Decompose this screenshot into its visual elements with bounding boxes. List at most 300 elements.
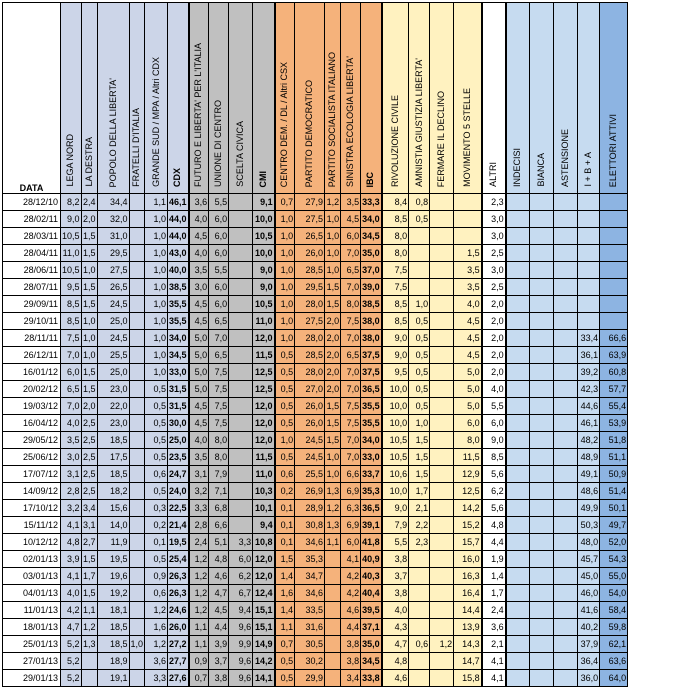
table-cell: 36,0 (578, 670, 600, 687)
table-cell: 35,3 (295, 551, 325, 568)
table-cell: 24,5 (295, 432, 325, 449)
table-cell: 7,5 (382, 279, 409, 296)
table-cell: 18,5 (97, 619, 129, 636)
table-cell: 36,5 (361, 500, 382, 517)
table-cell: 3,7 (382, 568, 409, 585)
table-cell: 0,5 (275, 347, 295, 364)
table-cell: 37,1 (361, 619, 382, 636)
table-cell (430, 211, 454, 228)
table-cell: 0,5 (145, 415, 168, 432)
table-cell: 4,0 (382, 602, 409, 619)
table-cell (430, 381, 454, 398)
table-cell: 25,0 (97, 364, 129, 381)
table-cell: 34,5 (168, 347, 189, 364)
table-cell (229, 262, 253, 279)
date-cell: 27/01/13 (3, 653, 61, 670)
table-cell: 14,7 (454, 653, 482, 670)
table-cell: 1,3 (81, 636, 97, 653)
table-cell: 6,5 (341, 347, 361, 364)
table-cell: 10,5 (61, 228, 82, 245)
table-cell: 54,3 (600, 551, 628, 568)
table-cell: 5,5 (209, 262, 229, 279)
table-row (3, 313, 628, 330)
table-cell: 11,0 (61, 245, 82, 262)
table-cell (229, 398, 253, 415)
table-cell: 19,1 (97, 670, 129, 687)
table-cell: 5,6 (482, 466, 506, 483)
table-cell (229, 483, 253, 500)
table-cell: 3,0 (61, 449, 82, 466)
table-cell (600, 262, 628, 279)
table-cell: 3,4 (81, 500, 97, 517)
table-cell: 1,2 (189, 568, 209, 585)
table-row (3, 636, 628, 653)
table-cell (229, 466, 253, 483)
table-cell: 29,5 (295, 279, 325, 296)
table-cell: 0,1 (275, 534, 295, 551)
table-cell: 38,0 (361, 330, 382, 347)
table-cell: 0,5 (275, 670, 295, 687)
table-cell: 0,5 (409, 398, 430, 415)
table-cell: 7,0 (341, 381, 361, 398)
table-cell: 3,6 (482, 619, 506, 636)
table-cell: 38,0 (361, 313, 382, 330)
table-cell: 37,5 (361, 347, 382, 364)
table-cell (129, 398, 145, 415)
table-cell: 48,0 (578, 534, 600, 551)
table-cell: 7,5 (341, 415, 361, 432)
table-cell (506, 551, 530, 568)
table-cell: 26,5 (295, 228, 325, 245)
table-cell: 53,9 (600, 415, 628, 432)
table-cell: 1,5 (81, 279, 97, 296)
table-cell: 0,5 (275, 381, 295, 398)
table-cell: 2,3 (482, 194, 506, 211)
table-row (3, 228, 628, 245)
table-cell: 57,7 (600, 381, 628, 398)
table-cell (430, 653, 454, 670)
table-cell (554, 262, 578, 279)
table-cell: 3,4 (341, 670, 361, 687)
table-cell: 5,6 (482, 500, 506, 517)
table-row (3, 381, 628, 398)
table-cell: 1,0 (81, 330, 97, 347)
table-cell: 7,5 (209, 415, 229, 432)
table-cell: 1,0 (145, 228, 168, 245)
table-cell: 1,0 (325, 449, 341, 466)
table-cell: 49,1 (578, 466, 600, 483)
table-cell (530, 330, 554, 347)
table-cell: 9,6 (229, 619, 253, 636)
table-cell: 1,7 (482, 585, 506, 602)
table-cell: 0,5 (145, 432, 168, 449)
table-cell (530, 211, 554, 228)
table-cell: 22,5 (168, 500, 189, 517)
table-cell: 9,0 (253, 262, 275, 279)
table-cell (430, 466, 454, 483)
table-cell (229, 364, 253, 381)
table-cell: 24,5 (97, 330, 129, 347)
table-cell: 30,2 (295, 653, 325, 670)
col-header-label: ELETTORI ATTIVI (608, 113, 619, 187)
table-cell: 1,5 (454, 245, 482, 262)
table-cell: 8,4 (382, 194, 409, 211)
table-cell (129, 262, 145, 279)
table-cell: 50,1 (600, 500, 628, 517)
table-cell: 14,1 (253, 670, 275, 687)
table-cell: 1,0 (81, 313, 97, 330)
table-cell: 18,2 (97, 483, 129, 500)
table-cell: 5,0 (189, 364, 209, 381)
table-cell: 1,9 (482, 551, 506, 568)
col-header-lega-nord (61, 3, 82, 194)
table-cell (554, 551, 578, 568)
table-cell (554, 364, 578, 381)
table-cell: 5,5 (382, 534, 409, 551)
table-cell: 12,0 (253, 398, 275, 415)
table-cell (325, 619, 341, 636)
table-cell: 10,1 (253, 500, 275, 517)
table-cell (129, 296, 145, 313)
table-cell: 7,0 (341, 279, 361, 296)
table-cell: 8,5 (382, 211, 409, 228)
table-cell: 21,4 (168, 517, 189, 534)
table-cell (506, 585, 530, 602)
table-cell: 7,0 (61, 347, 82, 364)
col-header-unione-di-centro (209, 3, 229, 194)
table-cell: 6,5 (341, 262, 361, 279)
col-header-scelta-civica (229, 3, 253, 194)
table-cell (554, 279, 578, 296)
col-header-label: FUTURO E LIBERTA' PER L'ITALIA (193, 43, 204, 187)
table-cell: 13,9 (454, 619, 482, 636)
table-cell: 25,5 (295, 466, 325, 483)
table-cell: 2,5 (482, 279, 506, 296)
table-cell (409, 228, 430, 245)
table-cell: 9,0 (253, 279, 275, 296)
table-cell (554, 653, 578, 670)
table-cell: 1,1 (81, 602, 97, 619)
table-cell (530, 568, 554, 585)
table-cell: 2,5 (81, 466, 97, 483)
table-cell: 16,4 (454, 585, 482, 602)
table-cell: 4,7 (209, 585, 229, 602)
table-cell: 1,0 (81, 262, 97, 279)
table-cell: 0,5 (145, 551, 168, 568)
table-cell: 34,7 (295, 568, 325, 585)
table-cell (409, 551, 430, 568)
table-cell: 3,0 (482, 228, 506, 245)
table-row (3, 670, 628, 687)
table-cell: 8,5 (382, 296, 409, 313)
table-cell: 8,5 (482, 449, 506, 466)
table-row (3, 602, 628, 619)
table-cell: 10,5 (382, 432, 409, 449)
table-cell: 1,1 (145, 194, 168, 211)
table-cell: 34,5 (361, 228, 382, 245)
table-cell (430, 415, 454, 432)
table-cell: 1,5 (409, 432, 430, 449)
table-cell: 16,3 (454, 568, 482, 585)
table-row (3, 483, 628, 500)
table-cell (430, 517, 454, 534)
table-cell: 19,2 (97, 585, 129, 602)
table-cell: 3,5 (454, 262, 482, 279)
table-cell (454, 194, 482, 211)
table-cell (530, 245, 554, 262)
col-header-label: SCELTA CIVICA (235, 121, 246, 187)
table-cell (129, 245, 145, 262)
table-cell: 32,0 (97, 211, 129, 228)
table-cell: 9,5 (382, 364, 409, 381)
table-cell: 11,0 (253, 466, 275, 483)
table-cell: 7,1 (209, 483, 229, 500)
table-cell: 0,5 (409, 313, 430, 330)
table-cell: 4,8 (61, 534, 82, 551)
table-cell: 29,5 (97, 245, 129, 262)
table-cell: 50,9 (600, 466, 628, 483)
table-cell: 1,0 (145, 313, 168, 330)
table-cell: 11,9 (97, 534, 129, 551)
table-cell: 49,7 (600, 517, 628, 534)
col-header-movimento-5-stelle (454, 3, 482, 194)
table-cell: 54,0 (600, 585, 628, 602)
table-cell: 1,1 (189, 619, 209, 636)
table-cell: 3,1 (61, 466, 82, 483)
table-cell: 9,5 (61, 279, 82, 296)
table-cell: 2,0 (482, 347, 506, 364)
table-cell: 15,7 (454, 534, 482, 551)
table-cell: 34,0 (361, 432, 382, 449)
table-cell: 0,6 (145, 585, 168, 602)
table-cell: 24,0 (168, 483, 189, 500)
table-cell: 25,5 (97, 347, 129, 364)
table-cell: 26,0 (295, 398, 325, 415)
table-cell (530, 636, 554, 653)
table-cell: 7,0 (341, 330, 361, 347)
table-cell: 9,0 (382, 330, 409, 347)
table-cell (229, 415, 253, 432)
table-cell: 5,0 (189, 381, 209, 398)
table-cell: 10,3 (253, 483, 275, 500)
table-cell: 5,2 (61, 636, 82, 653)
table-cell: 7,9 (209, 466, 229, 483)
table-cell: 58,4 (600, 602, 628, 619)
table-cell (530, 194, 554, 211)
table-cell (554, 449, 578, 466)
table-cell (530, 500, 554, 517)
table-cell: 1,5 (409, 466, 430, 483)
table-cell: 1,0 (275, 279, 295, 296)
table-cell: 4,5 (341, 211, 361, 228)
table-cell: 10,8 (253, 534, 275, 551)
table-cell: 27,2 (168, 636, 189, 653)
table-cell: 4,0 (189, 245, 209, 262)
table-cell (506, 279, 530, 296)
table-cell (506, 619, 530, 636)
table-cell: 16,0 (454, 551, 482, 568)
table-cell: 36,4 (578, 653, 600, 670)
table-cell: 1,5 (81, 364, 97, 381)
table-cell (129, 483, 145, 500)
table-cell (530, 313, 554, 330)
table-cell: 11,5 (253, 347, 275, 364)
table-cell: 28,0 (295, 364, 325, 381)
date-cell: 28/04/11 (3, 245, 61, 262)
table-cell (129, 466, 145, 483)
date-cell: 28/02/11 (3, 211, 61, 228)
table-cell (506, 211, 530, 228)
table-cell (129, 568, 145, 585)
table-cell: 3,8 (382, 585, 409, 602)
table-cell: 4,2 (341, 568, 361, 585)
col-header-label: AMNISTIA GIUSTIZIA LIBERTA' (413, 58, 424, 187)
table-row (3, 432, 628, 449)
table-cell: 5,0 (454, 364, 482, 381)
table-cell: 8,2 (61, 194, 82, 211)
table-cell: 37,0 (361, 262, 382, 279)
table-cell: 4,5 (454, 347, 482, 364)
table-cell: 33,3 (361, 194, 382, 211)
table-cell (554, 398, 578, 415)
table-cell: 40,4 (361, 585, 382, 602)
table-cell (554, 517, 578, 534)
table-cell: 1,0 (275, 211, 295, 228)
table-cell (325, 653, 341, 670)
table-cell: 33,7 (361, 466, 382, 483)
table-cell: 2,2 (409, 517, 430, 534)
col-header-grande-sud-mpa-altri-cdx (145, 3, 168, 194)
table-body (3, 194, 628, 687)
table-cell: 2,4 (189, 534, 209, 551)
table-cell: 3,0 (482, 211, 506, 228)
table-cell: 39,0 (361, 279, 382, 296)
table-cell (506, 483, 530, 500)
table-cell: 4,6 (209, 568, 229, 585)
table-cell: 28,0 (295, 330, 325, 347)
table-cell: 6,7 (229, 585, 253, 602)
table-cell: 36,1 (578, 347, 600, 364)
date-cell: 28/07/11 (3, 279, 61, 296)
table-cell: 24,7 (168, 466, 189, 483)
table-cell: 11,0 (253, 313, 275, 330)
table-cell (578, 296, 600, 313)
table-cell (430, 551, 454, 568)
table-cell: 43,0 (168, 245, 189, 262)
table-row (3, 279, 628, 296)
table-cell: 7,5 (341, 313, 361, 330)
table-cell (578, 279, 600, 296)
table-cell (506, 313, 530, 330)
table-cell: 5,0 (189, 330, 209, 347)
table-cell: 1,0 (275, 313, 295, 330)
table-cell: 0,7 (189, 670, 209, 687)
table-cell: 46,1 (578, 415, 600, 432)
table-cell (554, 330, 578, 347)
table-cell (554, 381, 578, 398)
table-cell: 1,0 (409, 296, 430, 313)
table-cell: 1,5 (81, 551, 97, 568)
table-cell: 1,0 (129, 636, 145, 653)
table-cell (129, 194, 145, 211)
table-cell: 2,0 (482, 296, 506, 313)
table-cell: 3,9 (209, 636, 229, 653)
table-cell: 1,5 (325, 415, 341, 432)
table-cell: 38,5 (168, 279, 189, 296)
date-cell: 28/11/11 (3, 330, 61, 347)
table-cell: 48,2 (578, 432, 600, 449)
table-cell: 1,0 (275, 262, 295, 279)
table-cell (506, 194, 530, 211)
table-cell: 23,0 (97, 415, 129, 432)
table-cell: 19,5 (97, 551, 129, 568)
table-cell: 4,5 (454, 330, 482, 347)
col-header-elettori-attivi (600, 3, 628, 194)
table-cell (506, 653, 530, 670)
table-row (3, 619, 628, 636)
table-cell: 6,2 (229, 568, 253, 585)
table-cell (129, 653, 145, 670)
table-cell: 3,8 (341, 636, 361, 653)
table-cell: 0,5 (409, 330, 430, 347)
table-cell: 0,6 (145, 466, 168, 483)
table-cell: 10,0 (382, 398, 409, 415)
table-cell: 1,1 (325, 534, 341, 551)
table-cell: 1,0 (325, 262, 341, 279)
table-cell: 2,0 (482, 364, 506, 381)
table-cell: 35,5 (168, 313, 189, 330)
table-cell: 39,1 (361, 517, 382, 534)
table-cell: 7,9 (382, 517, 409, 534)
table-cell (229, 194, 253, 211)
table-cell: 6,0 (209, 279, 229, 296)
table-cell: 2,8 (189, 517, 209, 534)
table-cell: 2,0 (325, 364, 341, 381)
col-header-data: DATA (3, 3, 61, 194)
table-cell: 7,0 (341, 364, 361, 381)
table-cell: 14,0 (97, 517, 129, 534)
table-cell: 5,5 (482, 398, 506, 415)
table-cell (409, 279, 430, 296)
table-cell: 0,5 (275, 653, 295, 670)
table-cell (129, 500, 145, 517)
table-cell: 4,7 (382, 636, 409, 653)
table-cell: 9,6 (229, 670, 253, 687)
table-cell: 41,8 (361, 534, 382, 551)
table-cell: 26,0 (295, 245, 325, 262)
table-cell: 3,1 (189, 466, 209, 483)
table-cell: 2,5 (81, 449, 97, 466)
table-cell: 1,0 (145, 347, 168, 364)
table-cell: 4,5 (209, 602, 229, 619)
table-cell: 60,8 (600, 364, 628, 381)
table-cell: 1,5 (325, 279, 341, 296)
table-cell: 40,9 (361, 551, 382, 568)
table-cell: 27,7 (168, 653, 189, 670)
table-cell: 4,0 (482, 381, 506, 398)
table-cell: 1,1 (189, 636, 209, 653)
table-cell: 30,8 (295, 517, 325, 534)
table-cell: 34,0 (361, 211, 382, 228)
table-cell: 6,9 (341, 517, 361, 534)
table-cell: 7,5 (341, 398, 361, 415)
table-cell (530, 483, 554, 500)
table-cell: 14,2 (454, 500, 482, 517)
table-cell: 6,0 (341, 534, 361, 551)
table-row (3, 551, 628, 568)
table-cell: 38,5 (361, 296, 382, 313)
col-header-cmi (253, 3, 275, 194)
